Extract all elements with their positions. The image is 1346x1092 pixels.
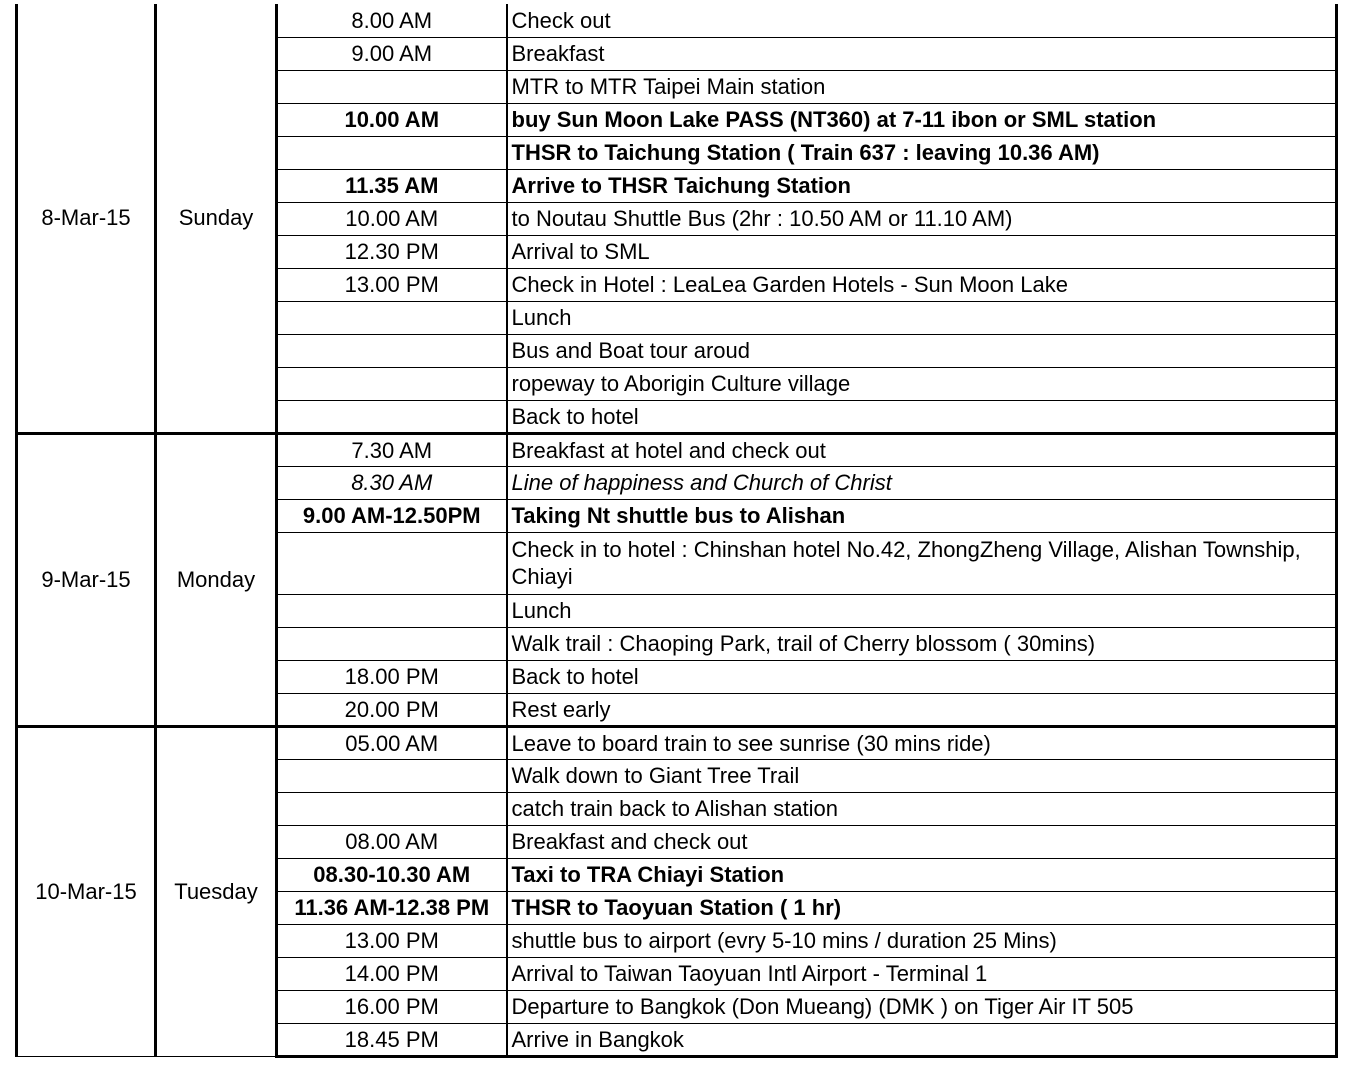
event-activity: Rest early <box>507 693 1337 726</box>
event-time: 10.00 AM <box>277 202 507 235</box>
event-activity: Back to hotel <box>507 660 1337 693</box>
event-time: 11.36 AM-12.38 PM <box>277 891 507 924</box>
event-time: 9.00 AM-12.50PM <box>277 499 507 532</box>
event-time: 8.30 AM <box>277 466 507 499</box>
event-activity: Taxi to TRA Chiayi Station <box>507 858 1337 891</box>
event-time <box>277 301 507 334</box>
event-activity: Arrive in Bangkok <box>507 1023 1337 1056</box>
day-date: 9-Mar-15 <box>17 433 156 726</box>
itinerary-body <box>17 4 1337 1056</box>
event-activity: Arrival to SML <box>507 235 1337 268</box>
event-activity: Departure to Bangkok (Don Mueang) (DMK ) on Tiger Air IT 505 <box>507 990 1337 1023</box>
event-time <box>277 792 507 825</box>
event-activity: Walk trail : Chaoping Park, trail of Cherry blossom ( 30mins) <box>507 627 1337 660</box>
day-date: 8-Mar-15 <box>17 4 156 433</box>
itinerary-table <box>15 4 1338 1058</box>
event-time <box>277 334 507 367</box>
event-time: 13.00 PM <box>277 268 507 301</box>
event-time: 18.45 PM <box>277 1023 507 1056</box>
event-time <box>277 367 507 400</box>
itinerary-row <box>17 4 1337 37</box>
event-activity: Check in to hotel : Chinshan hotel No.42, ZhongZheng Village, Alishan Township, Chiayi <box>507 532 1337 594</box>
event-time <box>277 594 507 627</box>
event-activity: Taking Nt shuttle bus to Alishan <box>507 499 1337 532</box>
event-activity: Check in Hotel : LeaLea Garden Hotels - Sun Moon Lake <box>507 268 1337 301</box>
event-activity: Check out <box>507 4 1337 37</box>
event-time: 05.00 AM <box>277 726 507 759</box>
event-time: 08.00 AM <box>277 825 507 858</box>
event-activity: Leave to board train to see sunrise (30 mins ride) <box>507 726 1337 759</box>
event-activity: Bus and Boat tour aroud <box>507 334 1337 367</box>
event-activity: Arrival to Taiwan Taoyuan Intl Airport - Terminal 1 <box>507 957 1337 990</box>
event-activity: THSR to Taoyuan Station ( 1 hr) <box>507 891 1337 924</box>
day-weekday: Sunday <box>156 4 277 433</box>
event-activity: MTR to MTR Taipei Main station <box>507 70 1337 103</box>
event-time: 7.30 AM <box>277 433 507 466</box>
event-time <box>277 759 507 792</box>
event-time: 16.00 PM <box>277 990 507 1023</box>
event-activity: Lunch <box>507 594 1337 627</box>
event-time: 20.00 PM <box>277 693 507 726</box>
event-time: 12.30 PM <box>277 235 507 268</box>
event-time <box>277 70 507 103</box>
event-activity: Arrive to THSR Taichung Station <box>507 169 1337 202</box>
event-activity: Line of happiness and Church of Christ <box>507 466 1337 499</box>
event-time <box>277 627 507 660</box>
day-weekday: Monday <box>156 433 277 726</box>
event-time: 11.35 AM <box>277 169 507 202</box>
event-time: 13.00 PM <box>277 924 507 957</box>
itinerary-row <box>17 433 1337 466</box>
itinerary-row <box>17 726 1337 759</box>
event-activity: Breakfast at hotel and check out <box>507 433 1337 466</box>
event-time <box>277 136 507 169</box>
event-activity: Breakfast <box>507 37 1337 70</box>
day-weekday: Tuesday <box>156 726 277 1056</box>
event-time: 10.00 AM <box>277 103 507 136</box>
event-time <box>277 400 507 433</box>
event-activity: ropeway to Aborigin Culture village <box>507 367 1337 400</box>
event-time: 8.00 AM <box>277 4 507 37</box>
event-activity: shuttle bus to airport (evry 5-10 mins / duration 25 Mins) <box>507 924 1337 957</box>
event-time <box>277 532 507 594</box>
event-activity: Breakfast and check out <box>507 825 1337 858</box>
day-date: 10-Mar-15 <box>17 726 156 1056</box>
event-activity: Lunch <box>507 301 1337 334</box>
event-time: 08.30-10.30 AM <box>277 858 507 891</box>
event-activity: catch train back to Alishan station <box>507 792 1337 825</box>
event-activity: THSR to Taichung Station ( Train 637 : leaving 10.36 AM) <box>507 136 1337 169</box>
event-time: 14.00 PM <box>277 957 507 990</box>
event-activity: Back to hotel <box>507 400 1337 433</box>
event-activity: to Noutau Shuttle Bus (2hr : 10.50 AM or 11.10 AM) <box>507 202 1337 235</box>
event-time: 18.00 PM <box>277 660 507 693</box>
event-activity: Walk down to Giant Tree Trail <box>507 759 1337 792</box>
event-activity: buy Sun Moon Lake PASS (NT360) at 7-11 ibon or SML station <box>507 103 1337 136</box>
event-time: 9.00 AM <box>277 37 507 70</box>
